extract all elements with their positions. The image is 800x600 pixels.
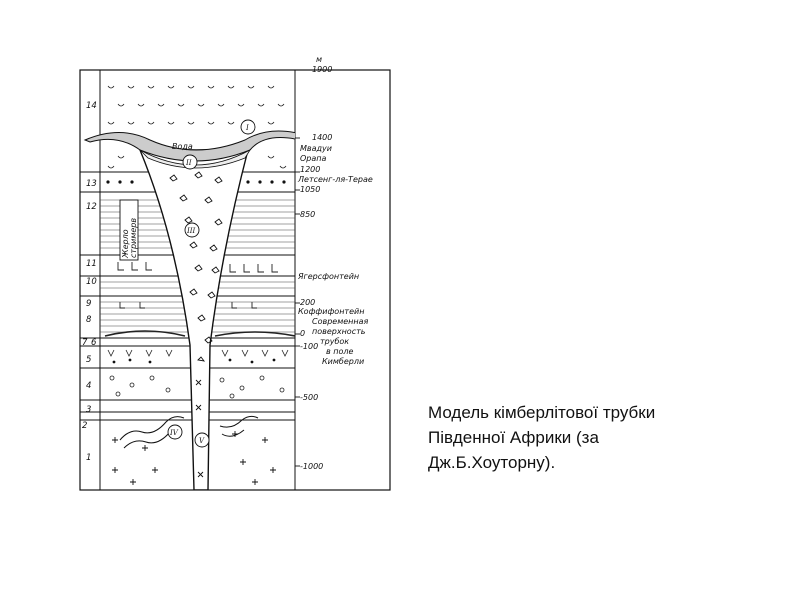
layer-number-2: 2 xyxy=(82,421,88,431)
roman-label-iii: III xyxy=(187,227,196,235)
label-modern-line1: Современная xyxy=(312,317,369,326)
roman-label-iv: IV xyxy=(170,429,178,437)
water-label: Вода xyxy=(172,142,193,151)
vent-label-line1: Жерло xyxy=(121,229,130,258)
label-yagersfontein: Ягерсфонтейн xyxy=(298,272,360,281)
unit-label: м xyxy=(316,55,323,64)
figure-caption xyxy=(428,400,748,475)
layer-number-11: 11 xyxy=(86,259,97,269)
depth-mark-200: 200 xyxy=(300,298,316,307)
label-letseng: Летсенг-ля-Терае xyxy=(298,175,373,184)
layer-number-10: 10 xyxy=(86,277,97,287)
roman-label-i: I xyxy=(246,124,249,132)
caption-line-3: Дж.Б.Хоуторну). xyxy=(428,453,556,472)
depth-mark-0: 0 xyxy=(300,329,306,338)
layer-number-14: 14 xyxy=(86,101,97,111)
depth-mark-1400: 1400 xyxy=(312,133,333,142)
depth-mark-minus100: -100 xyxy=(300,342,319,351)
layer-number-7: 7 xyxy=(82,338,88,348)
caption-line-2: Південної Африки (за xyxy=(428,428,599,447)
layer-number-12: 12 xyxy=(86,202,97,212)
depth-mark-minus1000: -1000 xyxy=(300,462,324,471)
layer-number-6: 6 xyxy=(91,338,97,348)
label-modern-line2: поверхность xyxy=(312,327,366,336)
depth-mark-850: 850 xyxy=(300,210,316,219)
label-modern-line4: в поле xyxy=(326,347,354,356)
label-mvaduy: Мвадуи xyxy=(300,144,332,153)
layer-number-1: 1 xyxy=(86,453,92,463)
caption-line-1: Модель кімберлітової трубки xyxy=(428,403,656,422)
label-modern-line5: Кимберли xyxy=(322,357,365,366)
layer-number-13: 13 xyxy=(86,179,97,189)
depth-mark-1050: 1050 xyxy=(300,185,321,194)
layer-number-9: 9 xyxy=(86,299,92,309)
label-orapa: Орапа xyxy=(300,154,327,163)
depth-mark-minus500: -500 xyxy=(300,393,319,402)
layer-number-3: 3 xyxy=(86,405,92,415)
label-koffifontein: Коффифонтейн xyxy=(298,307,365,316)
depth-mark-1200: 1200 xyxy=(300,165,321,174)
vent-label-line2: стримерв xyxy=(129,217,138,258)
layer-number-4: 4 xyxy=(86,381,92,391)
roman-label-ii: II xyxy=(186,159,192,167)
label-modern-line3: трубок xyxy=(320,337,350,346)
folded-dyke xyxy=(120,416,258,448)
layer-number-8: 8 xyxy=(86,315,92,325)
depth-mark-1900: 1900 xyxy=(312,65,333,74)
layer-number-5: 5 xyxy=(86,355,92,365)
roman-label-v: V xyxy=(199,437,205,445)
